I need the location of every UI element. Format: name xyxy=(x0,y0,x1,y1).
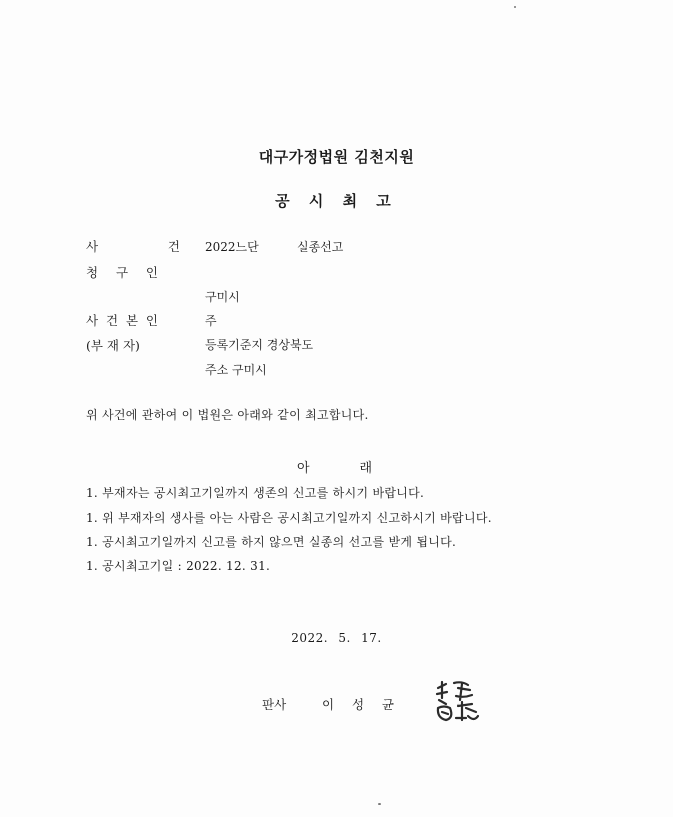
case-label xyxy=(86,237,180,255)
notice-item: 1. 공시최고기일까지 신고를 하지 않으면 실종의 선고를 받게 됩니다. xyxy=(86,535,457,549)
subject-address-label: 주 xyxy=(205,314,217,328)
claimant-label-char: 청 xyxy=(86,265,99,280)
claimant-label-char: 구 xyxy=(115,265,129,280)
statement: 위 사건에 관하여 이 법원은 아래와 같이 최고합니다. xyxy=(86,408,369,422)
case-number: 2022느단 xyxy=(205,240,259,254)
subject-sub-label: (부 재 자) xyxy=(86,338,140,353)
notice-item: 1. 부재자는 공시최고기일까지 생존의 신고를 하시기 바랍니다. xyxy=(86,486,425,500)
judge-title: 판사 xyxy=(262,697,287,712)
claimant-label xyxy=(86,263,158,281)
judge-name-char: 성 xyxy=(351,697,365,712)
scan-speck xyxy=(514,6,516,8)
notice-title: 공 시 최 고 xyxy=(275,192,398,210)
case-label-char: 건 xyxy=(167,239,180,254)
below-heading-char: 래 xyxy=(359,461,372,476)
subject-label-char: 본 xyxy=(125,313,139,328)
notice-item: 1. 위 부재자의 생사를 아는 사람은 공시최고기일까지 신고하시기 바랍니다. xyxy=(86,511,492,525)
subject-label-char: 사 xyxy=(86,313,99,328)
seal-text: 인 xyxy=(457,705,459,707)
below-heading xyxy=(297,457,372,476)
court-name: 대구가정법원 김천지원 xyxy=(258,148,415,166)
subject-label-char: 건 xyxy=(105,313,119,328)
subject-label xyxy=(86,311,158,329)
claimant-address: 구미시 xyxy=(205,290,240,304)
subject-residence: 주소 구미시 xyxy=(205,363,267,377)
case-type: 실종선고 xyxy=(297,240,344,254)
below-heading-char: 아 xyxy=(297,461,310,476)
claimant-label-char: 인 xyxy=(145,265,158,280)
seal-graphic xyxy=(432,678,482,724)
judge-name xyxy=(322,695,394,713)
subject-label-char: 인 xyxy=(145,313,158,328)
judge-seal-stamp xyxy=(432,678,482,724)
case-label-char: 사 xyxy=(86,239,99,254)
judge-name-char: 이 xyxy=(322,697,335,712)
notice-item: 1. 공시최고기일 : 2022. 12. 31. xyxy=(86,559,271,573)
subject-registry: 등록기준지 경상북도 xyxy=(205,338,314,352)
judge-name-char: 균 xyxy=(381,697,394,712)
scan-speck xyxy=(378,803,381,805)
issue-date: 2022. 5. 17. xyxy=(291,631,382,645)
